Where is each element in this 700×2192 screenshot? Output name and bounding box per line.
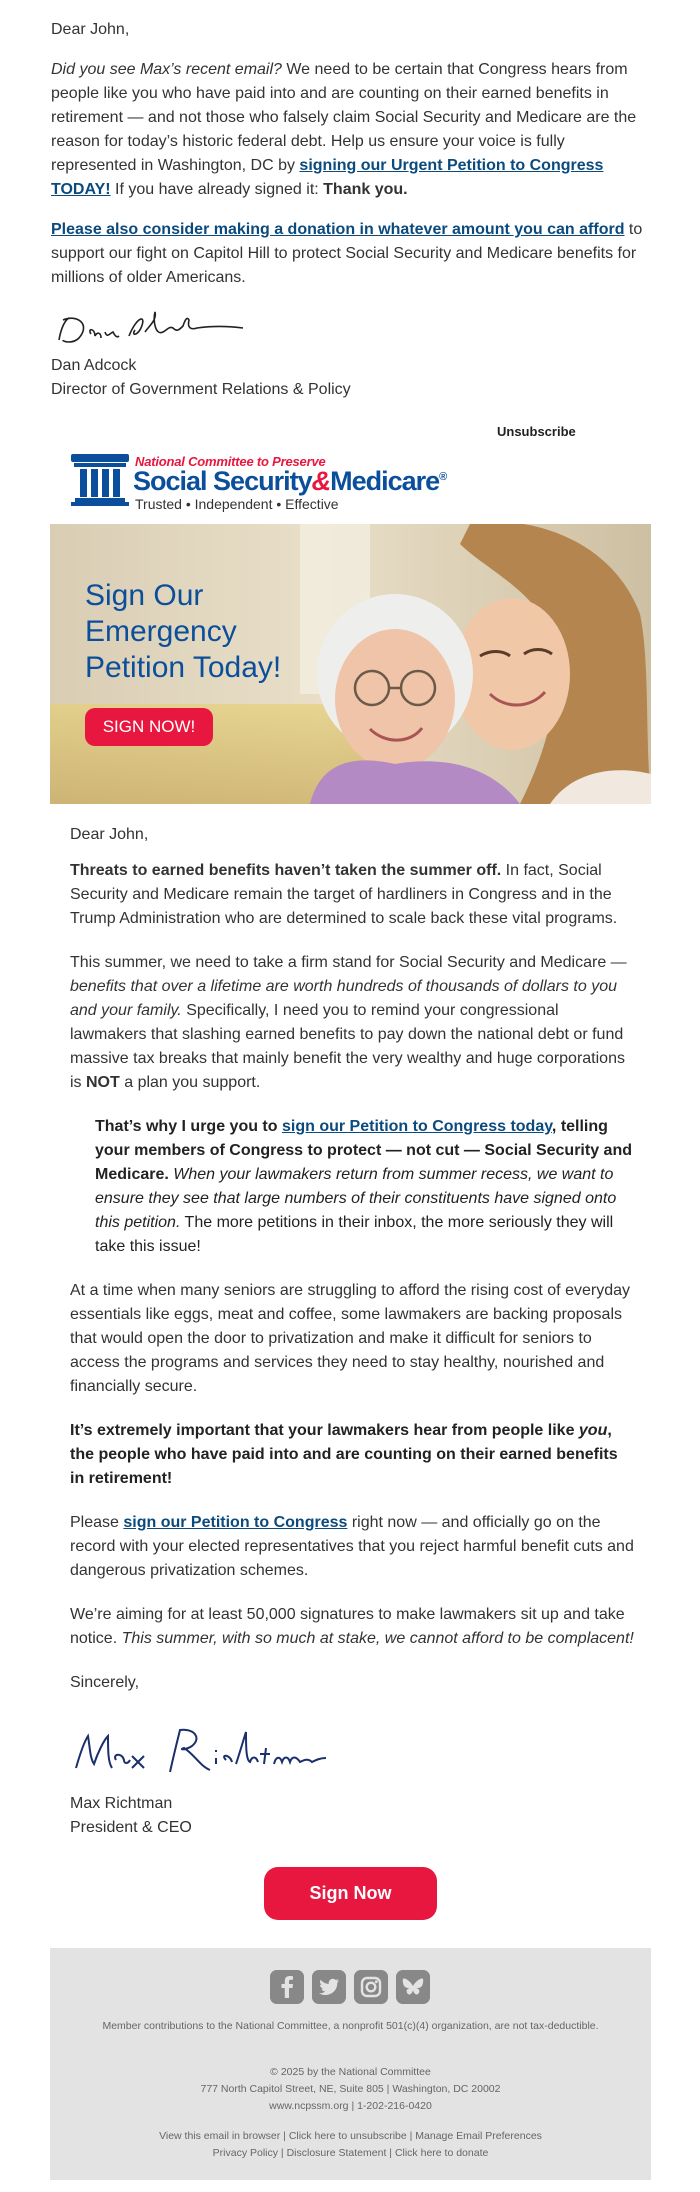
petition-link-2[interactable]: sign our Petition to Congress today: [281, 1118, 552, 1135]
privacy-policy-link[interactable]: Privacy Policy: [212, 2147, 279, 2159]
logo-main-text: Social Security&Medicare®: [133, 466, 447, 496]
logo-tagline: Trusted • Independent • Effective: [135, 496, 339, 512]
logo-top-text: National Committee to Preserve: [135, 454, 326, 469]
main-signer-title: President & CEO: [70, 1819, 192, 1836]
petition-link[interactable]: signing our Urgent Petition to Congress TODAY!: [51, 157, 604, 198]
hero-sign-now-button[interactable]: SIGN NOW!: [85, 708, 213, 746]
dan-adcock-signature: [51, 306, 251, 352]
closing: Sincerely,: [70, 1674, 140, 1691]
main-paragraph-1: Threats to earned benefits haven’t taken the summer off. In fact, Social Security and Medicare remain the target of hardliners in Congress and in the Trump Administration who are determined to scale back these vital programs.: [70, 862, 618, 927]
sign-now-button[interactable]: Sign Now: [264, 1867, 437, 1920]
footer-address: 777 North Capitol Street, NE, Suite 805 | Washington, DC 20002: [200, 2083, 501, 2095]
view-in-browser-link[interactable]: View this email in browser: [159, 2130, 281, 2142]
footer-contact: www.ncpssm.org | 1-202-216-0420: [269, 2100, 432, 2112]
main-letter: [70, 823, 636, 1715]
intro-paragraph-1: Did you see Max’s recent email? We need to be certain that Congress hears from people like you who have paid into and are counting on their earned benefits in retirement — and not those who falsely claim Social Security and Medicare are the reason for today’s historic federal debt. Help us ensure your voice is fully represented in Washington, DC by signing our Urgent Petition to Congress TODAY! If you have already signed it: Thank you.: [51, 61, 637, 198]
bluesky-icon[interactable]: [396, 1970, 430, 2004]
main-paragraph-5: Please sign our Petition to Congress right now — and officially go on the record with your elected representatives that you reject harmful benefit cuts and dangerous privatization schemes.: [70, 1514, 634, 1579]
disclosure-statement-link[interactable]: Disclosure Statement: [286, 2147, 387, 2159]
footer-links: View this email in browser | Click here to unsubscribe | Manage Email Preferences Privacy Policy | Disclosure Statement | Click here to donate: [159, 2130, 542, 2159]
footer-copyright: © 2025 by the National Committee: [270, 2066, 431, 2078]
instagram-icon[interactable]: [354, 1970, 388, 2004]
main-quote-paragraph: That’s why I urge you to sign our Petition to Congress today, telling your members of Congress to protect — not cut — Social Security and Medicare. When your lawmakers return from summer recess, we want to ensure they see that large numbers of their constituents have signed onto this petition. The more petitions in their inbox, the more seriously they will take this issue!: [95, 1118, 632, 1255]
intro-signer-name: Dan Adcock: [51, 357, 137, 374]
hero-title: Sign Our Emergency Petition Today!: [85, 579, 282, 684]
main-paragraph-4: It’s extremely important that your lawmakers hear from people like you, the people who have paid into and are counting on their earned benefits in retirement!: [70, 1422, 618, 1487]
main-signer-name: Max Richtman: [70, 1795, 173, 1812]
main-greeting: Dear John,: [70, 826, 149, 843]
main-paragraph-2: This summer, we need to take a firm stand for Social Security and Medicare — benefits that over a lifetime are worth hundreds of thousands of dollars to you and your family. Specifically, I need you to remind your congressional lawmakers that slashing earned benefits to pay down the national debt or fund massive tax breaks that mainly benefit the very wealthy and huge corporations is NOT a plan you support.: [70, 954, 627, 1091]
facebook-icon[interactable]: [270, 1970, 304, 2004]
donation-link[interactable]: Please also consider making a donation in whatever amount you can afford: [51, 221, 625, 238]
main-paragraph-3: At a time when many seniors are struggling to afford the rising cost of everyday essentials like eggs, meat and coffee, some lawmakers are backing proposals that would open the door to privatization and make it difficult for seniors to access the programs and services they need to stay healthy, nourished and financially secure.: [70, 1282, 630, 1395]
max-richtman-signature: [70, 1724, 330, 1784]
social-icons: [270, 1970, 432, 2004]
main-paragraph-6: We’re aiming for at least 50,000 signatures to make lawmakers sit up and take notice. This summer, with so much at stake, we cannot afford to be complacent!: [70, 1606, 634, 1647]
intro-greeting: Dear John,: [51, 21, 130, 38]
footer-disclaimer: Member contributions to the National Committee, a nonprofit 501(c)(4) organization, are not tax-deductible.: [102, 2020, 599, 2032]
petition-hero-banner[interactable]: [50, 524, 651, 804]
donate-link[interactable]: Click here to donate: [394, 2147, 489, 2159]
footer-address-block: [50, 2064, 651, 2115]
footer: [50, 1948, 651, 2180]
manage-preferences-link[interactable]: Manage Email Preferences: [415, 2130, 542, 2142]
ncpssm-logo[interactable]: [71, 452, 447, 514]
unsubscribe-link[interactable]: Unsubscribe: [497, 424, 576, 439]
intro-signer: [51, 354, 351, 402]
intro-paragraph-2: Please also consider making a donation in whatever amount you can afford to support our fight on Capitol Hill to protect Social Security and Medicare benefits for millions of older Americans.: [51, 221, 643, 286]
intro-letter: [51, 18, 651, 306]
column-logo-icon: [71, 454, 129, 506]
footer-unsubscribe-link[interactable]: Click here to unsubscribe: [288, 2130, 407, 2142]
main-signer: [70, 1792, 192, 1840]
intro-signer-title: Director of Government Relations & Policy: [51, 381, 351, 398]
petition-link-3[interactable]: sign our Petition to Congress: [123, 1514, 348, 1531]
twitter-icon[interactable]: [312, 1970, 346, 2004]
